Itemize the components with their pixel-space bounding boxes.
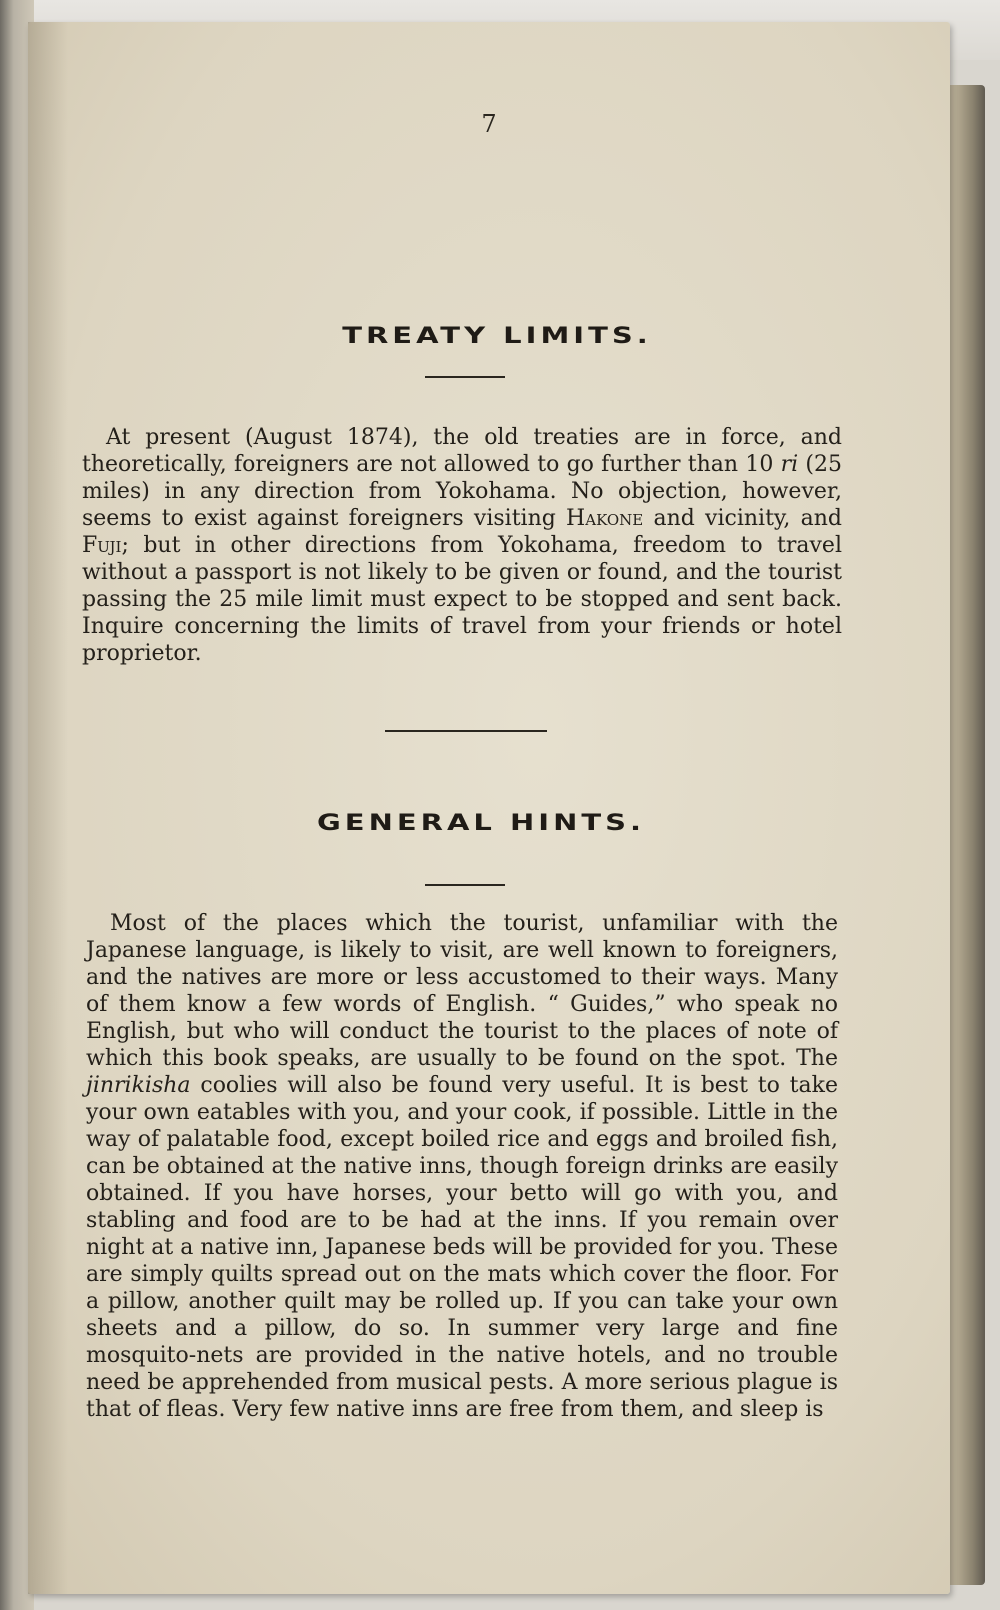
- text-run: and vicinity, and: [643, 506, 842, 531]
- text-run: (25 miles) in any direction from Yokohama. No objection, however, seems to exist against foreigners visiting: [82, 452, 842, 531]
- text-run: At present (August 1874), the old treaties are in force, and theoretically, foreigners are not allowed to go further than 10: [82, 425, 842, 477]
- page-number: 7: [481, 110, 497, 138]
- text-run: coolies will also be found very useful. It is best to take your own eatables with you, and your cook, if possible. Little in the way of palatable food, except boiled rice and eggs and broiled fish, can be obtained at the native inns, though foreign drinks are easily obtained. If you have horses, your betto will go with you, and stabling and food are to be had at the inns. If you remain over night at a native inn, Japanese beds will be provided for you. These are simply quilts spread out on the mats which cover the floor. For a pillow, another quilt may be rolled up. If you can take your own sheets and a pillow, do so. In summer very large and fine mosquito-nets are provided in the native hotels, and no trouble need be apprehended from musical pests. A more serious plague is that of fleas. Very few native inns are free from them, and sleep is: [86, 1073, 838, 1422]
- italic-term: ri: [780, 452, 799, 477]
- page-stack-edge: [945, 85, 985, 1585]
- book-page: [28, 22, 950, 1594]
- text-run: Most of the places which the tourist, unfamiliar with the Japanese language, is likely to visit, are well known to foreigners, and the natives are more or less accustomed to their ways. Many of them know a few words of English. “ Guides,” who speak no English, but who will conduct the tourist to the places of note of which this book speaks, are usually to be found on the spot. The: [86, 911, 838, 1071]
- section-divider-rule: [385, 730, 547, 732]
- paragraph-general-hints: [86, 910, 838, 1423]
- place-name: Hakone: [566, 506, 644, 531]
- heading-rule: [425, 884, 505, 886]
- section-heading-general-hints: GENERAL HINTS.: [316, 808, 646, 836]
- italic-term: jinrikisha: [86, 1073, 191, 1098]
- section-heading-treaty-limits: TREATY LIMITS.: [342, 321, 652, 349]
- paragraph-treaty-limits: [82, 424, 842, 667]
- place-name: Fuji: [82, 533, 122, 558]
- text-run: ; but in other directions from Yokohama, freedom to travel without a passport is not likely to be given or found, and the tourist passing the 25 mile limit must expect to be stopped and sent back. Inquire concerning the limits of travel from your friends or hotel proprietor.: [82, 533, 842, 666]
- heading-rule: [425, 376, 505, 378]
